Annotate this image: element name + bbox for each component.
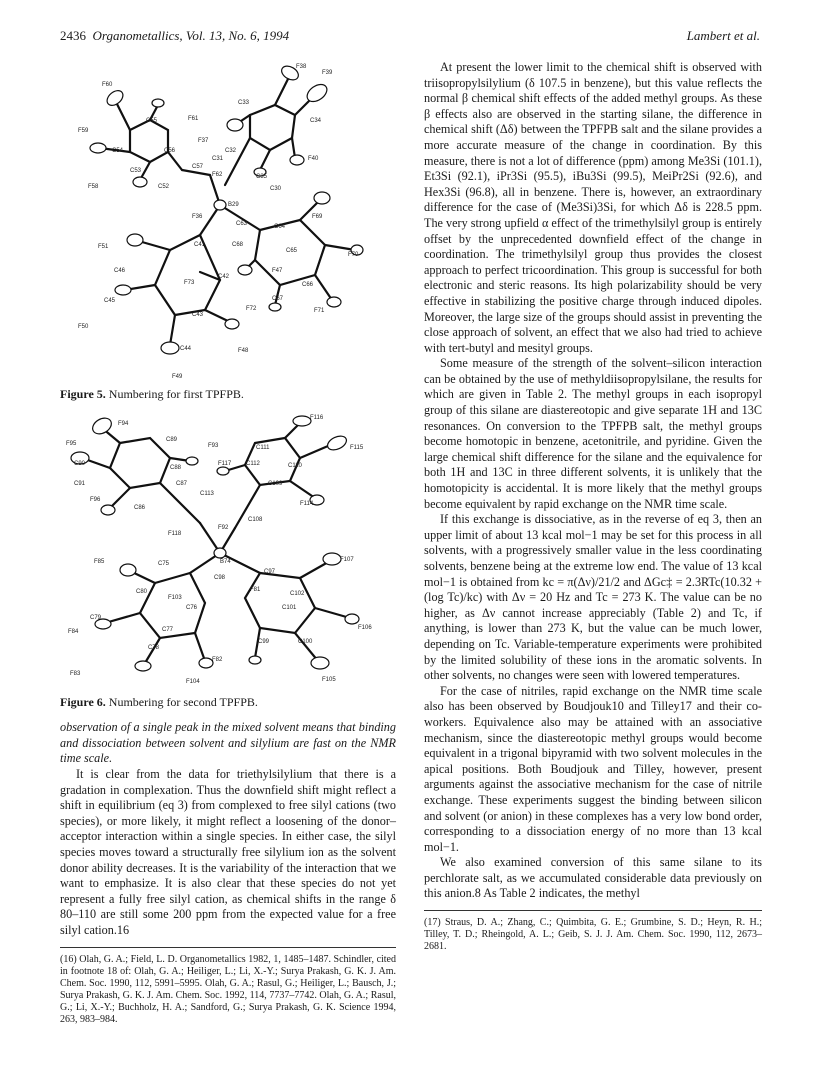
figure-6-atom-label: C88	[170, 464, 182, 471]
figure-5-atom-label: C65	[286, 248, 298, 254]
figure-5-atom-label: F36	[192, 214, 203, 220]
figure-5-atom-label: F60	[102, 82, 113, 88]
figure-5-atom-label: C30	[270, 186, 282, 192]
figure-5-atom-label: C45	[104, 298, 116, 304]
figure-5-atom-label: F61	[188, 116, 199, 122]
figure-6-atom-label: C78	[148, 644, 160, 651]
paragraph-perchlorate: We also examined conversion of this same silane to its perchlorate salt, as we accumulated considerable data previously on this anion.8 As Table 2 indicates, the methyl	[424, 855, 762, 901]
figure-6-atom-label: C97	[264, 568, 276, 575]
figure-5-atom-label: F70	[348, 252, 359, 258]
figure-6-atom-label: C110	[288, 462, 302, 469]
figure-5-atom-label: F62	[212, 172, 223, 178]
figure-6-atom-label: F96	[90, 496, 101, 503]
figure-6-atom-label: F106	[358, 624, 372, 631]
figure-5-atom-label: C54	[112, 148, 124, 154]
figure-6-atom-label: B74	[220, 558, 231, 565]
figure-6-atom-label: C89	[166, 436, 178, 443]
figure-6-atom-label: F115	[350, 444, 364, 451]
ortep-diagram-first-tpfpb	[60, 60, 396, 385]
figure-5-atom-label: F48	[238, 348, 249, 354]
figure-6-atom-label: F104	[186, 678, 200, 685]
figure-5-caption-text: Numbering for first TPFPB.	[108, 387, 244, 401]
figure-6-atom-label: C77	[162, 626, 174, 633]
figure-6-atom-label: F107	[340, 556, 354, 563]
figure-6-atom-label: F85	[94, 558, 105, 565]
figure-6-atom-label: F114	[300, 500, 314, 507]
figure-6-atom-label: F105	[322, 676, 336, 683]
figure-6-atom-label: C99	[258, 638, 270, 645]
figure-6-atom-label: C108	[248, 516, 263, 523]
figure-6-atom-label: C113	[200, 490, 214, 497]
figure-5-atom-label: F51	[98, 244, 109, 250]
figure-6-atom-label: F117	[218, 460, 232, 467]
figure-6-caption	[60, 695, 396, 711]
figure-5-atom-label: C35	[256, 174, 268, 180]
figure-6-atom-label: C109	[268, 480, 283, 487]
figure-5-atom-label: F47	[272, 268, 283, 274]
figure-6-atom-label: F84	[68, 628, 79, 635]
figure-6-atom-label: F94	[118, 420, 129, 427]
figure-6-atom-label: C90	[74, 460, 86, 467]
figure-6-atom-label: F103	[168, 594, 182, 601]
figure-5-atom-label: C42	[218, 274, 230, 280]
figure-5-atom-label: F58	[88, 184, 99, 190]
figure-5-label: Figure 5.	[60, 387, 106, 401]
figure-5-atom-label: F39	[322, 70, 333, 76]
figure-6-atom-label: F116	[310, 414, 324, 421]
paragraph-gradation: It is clear from the data for triethylsilylium that there is a gradation in complexation. Thus the downfield shift might reflect a shift in equilibrium (eq 3) from complexed to free silyl cations (two species), or more likely, it might reflect a loosening of the donor–acceptor interaction within a single species. In either case, the silyl species moves toward a structurally free silylium ion as the solvent donor ability decreases. It is the variability of the interaction that we want to emphasize. It is also clear that these species do not yet represent a fully free silyl cation, as chemical shifts in the range δ 80–110 are still some 200 ppm from the expected value for a free silyl cation.16	[60, 766, 396, 937]
figure-5-atom-label: F40	[308, 156, 319, 162]
ortep-diagram-second-tpfpb	[60, 413, 396, 693]
running-header-left	[60, 28, 289, 44]
figure-5-atom-label: C55	[146, 118, 158, 124]
page-number: 2436	[60, 28, 86, 43]
figure-6-atom-label: C80	[136, 588, 148, 595]
footnote-divider	[60, 947, 396, 948]
figure-5-atom-label: C33	[238, 100, 250, 106]
figure-5-atom-label: B29	[228, 202, 239, 208]
figure-5-atom-label: C43	[192, 312, 204, 318]
figure-5-atom-label: C31	[212, 156, 224, 162]
figure-5-atom-label: C41	[194, 242, 206, 248]
figure-6-atom-label: C100	[298, 638, 313, 645]
figure-5-atom-label: C67	[272, 296, 284, 302]
figure-5-atom-label: C68	[232, 242, 244, 248]
figure-5-atom-label: C57	[192, 164, 204, 170]
figure-5-atom-label: F69	[312, 214, 323, 220]
paragraph-nitriles: For the case of nitriles, rapid exchange on the NMR time scale also has been observed by Boudjouk10 and Tilley17 and their co-workers. Equivalence also may be attained with an associative mechanism, since the diastereotopic methyl groups would become equivalent in a trigonal bipyramid with two solvent molecules in the apical positions. Both Boudjouk and Tilley, however, present arguments against the associative mechanism for the case of nitrile exchange. These experiments suggest the binding between silicon and solvent (or anion) in these complexes has a very low bond order, corresponding to a dissociation energy of no more than 13 kcal mol−1.	[424, 683, 762, 854]
figure-5-atom-label: F72	[246, 306, 257, 312]
figure-6-atom-label: C79	[90, 614, 102, 621]
paragraph-solvent-silicon: Some measure of the strength of the solvent–silicon interaction can be obtained by the use of methyldiisopropylsilane, the results for which are given in Table 2. The methyl groups in each isopropyl group of this silane are diastereotopic and give separate 1H and 13C resonances. On conversion to the TPFPB salt, the methyl groups become homotopic in benzene, acetonitrile, and pyridine. Given the large chemical shift difference for the silane and the equivalence for both 1H and 13C in three different solvents, it is unlikely that the homotopicity is accidental. It is more likely that the methyl groups become equivalent by rapid exchange on the NMR time scale.	[424, 356, 762, 511]
figure-6-atom-label: F95	[66, 440, 77, 447]
figure-5-atom-label: C44	[180, 346, 192, 352]
figure-5-atom-label: F37	[198, 138, 209, 144]
paragraph-lower-limit: At present the lower limit to the chemical shift is observed with triisopropylsilylium (δ 107.5 in benzene), but this value reflects the normal β chemical shift effects of the added methyl groups. As these β effects also are observed in the starting silane, the difference in chemical shift (Δδ) between the TPFPB salt and the silane provides a more accurate measure of the change in coordination. By this measure, there is not a lot of difference (ppm) among Me3Si (101.1), Et3Si (92.1), iPr3Si (95.5), iBu3Si (99.5), MeiPr2Si (92.6), and Hex3Si (96.8), all in benzene. There is, however, an extraordinary difference for the case of (Me3Si)3Si, for which Δδ is 228.5 ppm. The very strong upfield α effect of the trimethylsilyl group is entirely offset by the unprecedented downfield effect of the change in coordination. The trimethylsilyl group thus provides the closest approach to perfect tricoordination. This group is successful for both electronic and steric reasons. Its high polarizability should be very effective in stabilizing the positive charge through induced dipoles. Moreover, the large size of the groups should assist in preventing the close approach of solvent, an effect that we also had tried to achieve with tert-butyl and mesityl groups.	[424, 60, 762, 355]
footnote-17: (17) Straus, D. A.; Zhang, C.; Quimbita, G. E.; Grumbine, S. D.; Heyn, R. H.; Tilley, T. D.; Rheingold, A. L.; Geib, S. J. J. Am. Chem. Soc. 1990, 112, 2673–2681.	[424, 917, 762, 953]
figure-6-atom-label: C98	[214, 574, 226, 581]
left-column	[60, 60, 396, 1026]
paragraph-italic-continuation: observation of a single peak in the mixed solvent means that binding and dissociation between solvent and silylium are fast on the NMR time scale.	[60, 720, 396, 766]
paragraph-dissociative-exchange: If this exchange is dissociative, as in the reverse of eq 3, then an upper limit of about 13 kcal mol−1 may be set for this process in all solvents, with a progressively smaller value in the less coordinating solvents, benzene being at the extreme low end. The value of 13 kcal mol−1 is obtained from kc = π(Δν)/21/2 and ΔGc‡ = 2.3RTc(10.32 + (log Tc)/kc) with Δν = 20 Hz and Tc = 273 K. The value can be no higher, as Δν cannot increase appreciably (Table 2) and Tc, if anything, is lower than 273 K, but the value can be much lower, depending on Tc. Variable-temperature experiments were prohibited by the limited solubility of these ions in the aromatic solvents. In other solvents, no changes were seen with lowered temperatures.	[424, 512, 762, 683]
figure-6	[60, 413, 396, 711]
figure-5-atom-label: C56	[164, 148, 176, 154]
figure-5-atom-label: C64	[274, 224, 286, 230]
figure-5	[60, 60, 396, 403]
figure-6-atom-label: F118	[168, 530, 182, 537]
footnote-16: (16) Olah, G. A.; Field, L. D. Organometallics 1982, 1, 1485–1487. Schindler, cited in footnote 18 of: Olah, G. A.; Heiliger, L.; Li, X.-Y.; Surya Prakash, G. K. J. Am. Chem. Soc. 1990, 112, 5991–5995. Olah, G. A.; Rasul, G.; Heiliger, L.; Bausch, J.; Surya Prakash, G. K. J. Am. Chem. Soc. 1992, 114, 7737–7742. Olah, G. A.; Rasul, G.; Li, X.-Y.; Buchholz, H. A.; Sandford, G.; Surya Prakash, G. K. Science 1994, 263, 983–984.	[60, 953, 396, 1025]
figure-5-atom-label: C52	[158, 184, 170, 190]
figure-5-atom-label: F59	[78, 128, 89, 134]
figure-6-label: Figure 6.	[60, 694, 106, 709]
figure-6-atom-label: F92	[218, 524, 229, 531]
figure-6-atom-label: C91	[74, 480, 86, 487]
figure-5-atom-label: F73	[184, 280, 195, 286]
figure-5-atom-label: C32	[225, 148, 237, 154]
figure-5-atom-label: F38	[296, 64, 307, 70]
figure-5-atom-label: C46	[114, 268, 126, 274]
figure-6-atom-label: C101	[282, 604, 297, 611]
figure-6-atom-label: C76	[186, 604, 198, 611]
figure-5-atom-label: F71	[314, 308, 325, 314]
figure-6-atom-label: C86	[134, 504, 146, 511]
figure-6-atom-label: C102	[290, 590, 305, 597]
figure-6-atom-label: C111	[256, 444, 270, 451]
running-header-authors: Lambert et al.	[686, 28, 760, 43]
figure-6-atom-label: C75	[158, 560, 170, 567]
journal-citation: Organometallics, Vol. 13, No. 6, 1994	[92, 28, 290, 43]
figure-5-atom-label: C34	[310, 118, 322, 124]
figure-5-atom-label: C66	[302, 282, 314, 288]
right-column	[424, 60, 762, 953]
figure-6-atom-label: C112	[246, 460, 260, 467]
figure-6-atom-label: F83	[70, 670, 81, 677]
figure-6-atom-label: F81	[250, 586, 261, 593]
figure-5-atom-label: F50	[78, 324, 89, 330]
figure-5-atom-label: F49	[172, 374, 183, 380]
figure-6-atom-label: F82	[212, 656, 223, 663]
figure-6-atom-label: C87	[176, 480, 188, 487]
figure-6-atom-label: F93	[208, 442, 219, 449]
figure-5-atom-label: C53	[130, 168, 142, 174]
figure-5-caption	[60, 387, 396, 403]
footnote-divider-right	[424, 910, 762, 911]
figure-6-caption-text: Numbering for second TPFPB.	[108, 694, 258, 709]
figure-5-atom-label: C63	[236, 221, 248, 227]
